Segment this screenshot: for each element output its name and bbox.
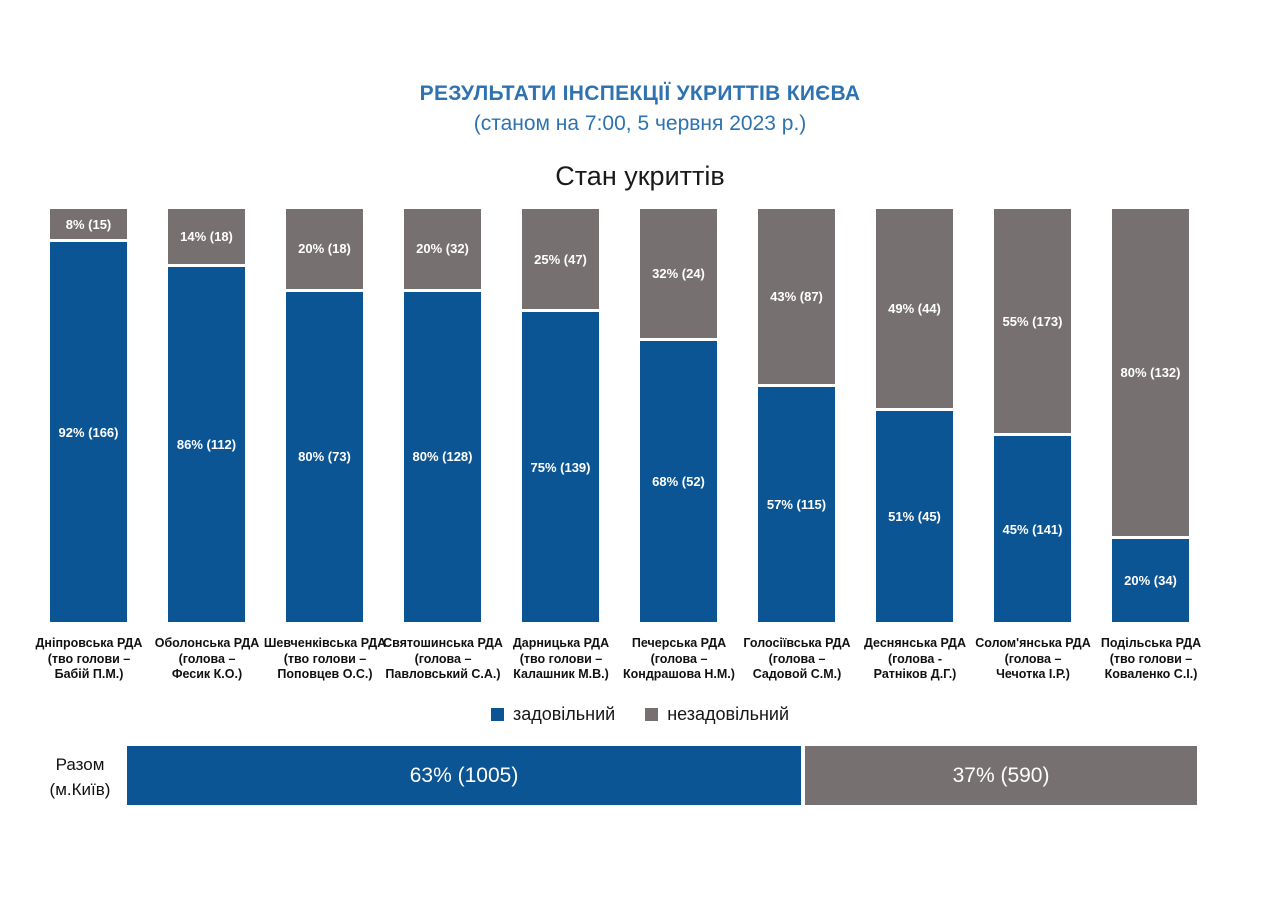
bar-column: [168, 209, 245, 622]
chart-title: Стан укриттів: [555, 161, 725, 191]
unsatisfactory-value-label: 25% (47): [534, 251, 587, 267]
satisfactory-segment: [522, 312, 599, 622]
category-label-line: Поповцев О.С.): [277, 667, 373, 681]
unsatisfactory-segment: [994, 209, 1071, 433]
category-label-line: Коваленко С.І.): [1104, 667, 1198, 681]
unsatisfactory-value-label: 8% (15): [65, 216, 112, 232]
satisfactory-value-label: 68% (52): [652, 474, 705, 490]
category-label: [620, 636, 738, 683]
satisfactory-value-label: 51% (45): [888, 509, 941, 525]
category-label-line: Дніпровська РДА: [35, 636, 143, 650]
total-satisfactory-segment: [127, 746, 801, 805]
satisfactory-segment: [286, 292, 363, 622]
satisfactory-segment: [876, 411, 953, 622]
category-label: [1092, 636, 1210, 683]
satisfactory-value-label: 45% (141): [1002, 521, 1063, 537]
category-label-line: (голова –: [414, 651, 472, 666]
unsatisfactory-value-label: 20% (18): [298, 241, 351, 257]
unsatisfactory-value-label: 32% (24): [652, 266, 705, 282]
category-label: [263, 636, 387, 683]
category-label: [384, 636, 502, 683]
category-label: [502, 636, 620, 683]
page-subtitle: (станом на 7:00, 5 червня 2023 р.): [473, 112, 807, 135]
category-label: [856, 636, 974, 683]
legend-item: [645, 704, 789, 725]
satisfactory-value-label: 57% (115): [766, 496, 827, 512]
category-label: [30, 636, 148, 683]
category-label-line: Кондрашова Н.М.): [623, 667, 735, 681]
satisfactory-segment: [1112, 539, 1189, 622]
unsatisfactory-value-label: 80% (132): [1120, 365, 1181, 381]
legend-swatch-satisfactory-icon: [491, 708, 504, 721]
total-unsatisfactory-segment: [805, 746, 1197, 805]
category-label-line: (тво голови –: [283, 651, 367, 666]
page-title: РЕЗУЛЬТАТИ ІНСПЕКЦІЇ УКРИТТІВ КИЄВА: [419, 82, 861, 105]
category-label-line: (тво голови –: [1109, 651, 1193, 666]
unsatisfactory-segment: [404, 209, 481, 289]
unsatisfactory-segment: [522, 209, 599, 309]
total-row-label-line2: (м.Київ): [49, 780, 111, 799]
legend: [0, 704, 1280, 725]
satisfactory-value-label: 20% (34): [1124, 573, 1177, 589]
category-label-line: Фесик К.О.): [171, 667, 243, 681]
unsatisfactory-segment: [876, 209, 953, 408]
category-label-line: Бабій П.М.): [54, 667, 124, 681]
category-label-line: (голова –: [768, 651, 826, 666]
legend-label: незадовільний: [667, 704, 790, 724]
satisfactory-segment: [994, 436, 1071, 622]
satisfactory-value-label: 75% (139): [530, 459, 591, 475]
bar-column: [50, 209, 127, 622]
unsatisfactory-value-label: 49% (44): [888, 301, 941, 317]
category-label-line: Шевченківська РДА: [263, 636, 387, 650]
bar-column: [994, 209, 1071, 622]
category-label-line: Калашник М.В.): [513, 667, 609, 681]
satisfactory-segment: [168, 267, 245, 622]
unsatisfactory-segment: [640, 209, 717, 338]
satisfactory-segment: [50, 242, 127, 622]
unsatisfactory-value-label: 55% (173): [1002, 313, 1063, 329]
category-label-line: (голова -: [887, 651, 943, 666]
category-label-line: Деснянська РДА: [864, 636, 966, 650]
total-unsatisfactory-value-label: 37% (590): [952, 763, 1050, 787]
unsatisfactory-segment: [50, 209, 127, 239]
total-row-label: [30, 752, 130, 802]
category-label-line: Оболонська РДА: [154, 636, 260, 650]
satisfactory-value-label: 92% (166): [58, 424, 119, 440]
stacked-bars-area: [50, 209, 1190, 622]
category-label-line: Святошинська РДА: [383, 636, 503, 650]
category-label-line: (тво голови –: [519, 651, 603, 666]
unsatisfactory-value-label: 14% (18): [180, 228, 233, 244]
bar-column: [1112, 209, 1189, 622]
category-label: [148, 636, 266, 683]
satisfactory-segment: [404, 292, 481, 622]
bar-column: [404, 209, 481, 622]
legend-item: [491, 704, 615, 725]
bar-column: [522, 209, 599, 622]
category-label-line: Солом'янська РДА: [975, 636, 1091, 650]
category-label-line: (тво голови –: [47, 651, 131, 666]
bar-column: [758, 209, 835, 622]
category-label-line: Павловський С.А.): [385, 667, 501, 681]
unsatisfactory-value-label: 43% (87): [770, 288, 823, 304]
total-satisfactory-value-label: 63% (1005): [409, 763, 519, 787]
category-label: [974, 636, 1092, 683]
category-label-line: Чечотка І.Р.): [996, 667, 1070, 681]
total-bar: [127, 746, 1197, 805]
category-label-line: (голова –: [1004, 651, 1062, 666]
report-header: [0, 82, 1280, 136]
bar-column: [876, 209, 953, 622]
category-label-line: Садовой С.М.): [752, 667, 842, 681]
bar-column: [286, 209, 363, 622]
unsatisfactory-segment: [168, 209, 245, 264]
legend-label: задовільний: [512, 704, 616, 724]
category-label-line: Подільська РДА: [1100, 636, 1202, 650]
category-label-line: Голосіївська РДА: [743, 636, 851, 650]
category-label-line: Дарницька РДА: [512, 636, 610, 650]
satisfactory-value-label: 80% (128): [412, 449, 473, 465]
unsatisfactory-segment: [286, 209, 363, 289]
category-label-line: (голова –: [178, 651, 236, 666]
bar-column: [640, 209, 717, 622]
category-label-line: Печерська РДА: [631, 636, 727, 650]
category-label-line: Ратніков Д.Г.): [873, 667, 957, 681]
satisfactory-value-label: 80% (73): [298, 449, 351, 465]
category-label-line: (голова –: [650, 651, 708, 666]
category-label: [738, 636, 856, 683]
satisfactory-segment: [640, 341, 717, 622]
unsatisfactory-value-label: 20% (32): [416, 241, 469, 257]
satisfactory-segment: [758, 387, 835, 622]
total-row-label-line1: Разом: [55, 755, 105, 774]
unsatisfactory-segment: [1112, 209, 1189, 536]
legend-swatch-unsatisfactory-icon: [645, 708, 658, 721]
satisfactory-value-label: 86% (112): [176, 436, 237, 452]
category-labels-row: [30, 636, 1210, 683]
unsatisfactory-segment: [758, 209, 835, 384]
